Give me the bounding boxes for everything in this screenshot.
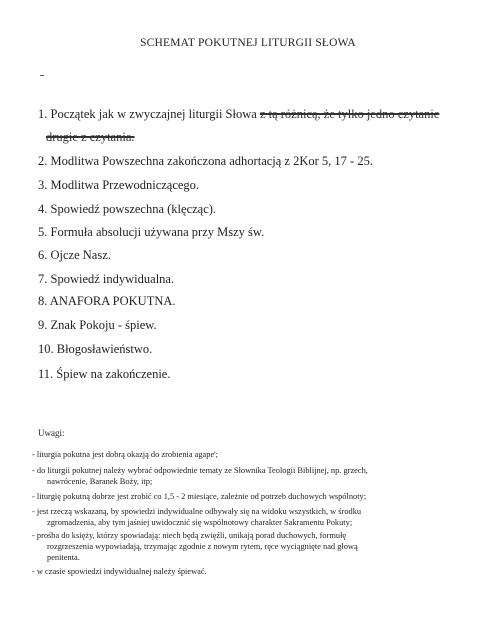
liturgy-item-10: 10. Błogosławieństwo. <box>38 342 153 356</box>
note-6 <box>32 566 472 577</box>
note-4 <box>32 506 472 528</box>
note-5-continuation-2: penitenta. <box>47 553 80 562</box>
note-2-continuation: nawrócenie, Baranek Boży, itp; <box>47 477 153 486</box>
liturgy-item-9: 9. Znak Pokoju - śpiew. <box>38 318 157 332</box>
note-3-text: - liturgię pokutną dobrze jest zrobić co 1,5 - 2 miesiące, zależnie od potrzeb duchowych wspólnoty; <box>32 492 367 501</box>
document-title: SCHEMAT POKUTNEJ LITURGII SŁOWA <box>140 37 356 49</box>
margin-mark <box>40 75 44 76</box>
note-5-text: - prośba do księży, którzy spowiadają: niech będą zwięźli, unikają porad duchowych, formułę <box>32 531 347 540</box>
liturgy-item-5: 5. Formuła absolucji używana przy Mszy św. <box>38 225 265 239</box>
note-3 <box>32 491 472 502</box>
note-1-text: - liturgia pokutna jest dobrą okazją do zrobienia agape'; <box>32 450 219 459</box>
note-2-text: - do liturgii pokutnej należy wybrać odpowiednie tematy ze Słownika Teologii Biblijnej, np. grzech, <box>32 466 368 475</box>
note-5 <box>32 530 472 563</box>
note-6-text: - w czasie spowiedzi indywidualnej należy śpiewać. <box>32 567 207 576</box>
liturgy-item-1-continuation <box>46 130 135 145</box>
liturgy-item-4: 4. Spowiedź powszechna (klęcząc). <box>38 202 217 216</box>
notes-heading: Uwagi: <box>38 428 65 438</box>
struck-text-b: drugie z czytania. <box>46 130 135 144</box>
note-4-text: - jest rzeczą wskazaną, by spowiedzi indywidualne odbywały się na widoku wszystkich, w środku <box>32 507 362 516</box>
liturgy-item-3: 3. Modlitwa Przewodniczącego. <box>38 178 200 192</box>
note-4-continuation: zgromadzenia, aby tym jaśniej uwidocznić się wspólnotowy charakter Sakramentu Pokuty; <box>47 518 353 527</box>
note-5-continuation: rozgrzeszenia wypowiadają, trzymając zgodnie z nowym rytem, ręce wyciągnięte nad głową <box>47 542 358 551</box>
liturgy-item-2: 2. Modlitwa Powszechna zakończona adhortacją z 2Kor 5, 17 - 25. <box>38 154 373 168</box>
liturgy-item-6: 6. Ojcze Nasz. <box>38 248 111 262</box>
liturgy-item-11: 11. Śpiew na zakończenie. <box>38 367 171 381</box>
liturgy-item-1-text: 1. Początek jak w zwyczajnej liturgii Słowa <box>38 107 260 121</box>
note-1 <box>32 449 472 460</box>
struck-text-a: z tą różnicą, że tylko jedno czytanie <box>259 107 440 121</box>
liturgy-item-8: 8. ANAFORA POKUTNA. <box>38 294 176 308</box>
liturgy-item-7: 7. Spowiedź indywidualna. <box>38 272 175 286</box>
note-2 <box>32 465 472 487</box>
liturgy-item-1 <box>38 107 439 122</box>
